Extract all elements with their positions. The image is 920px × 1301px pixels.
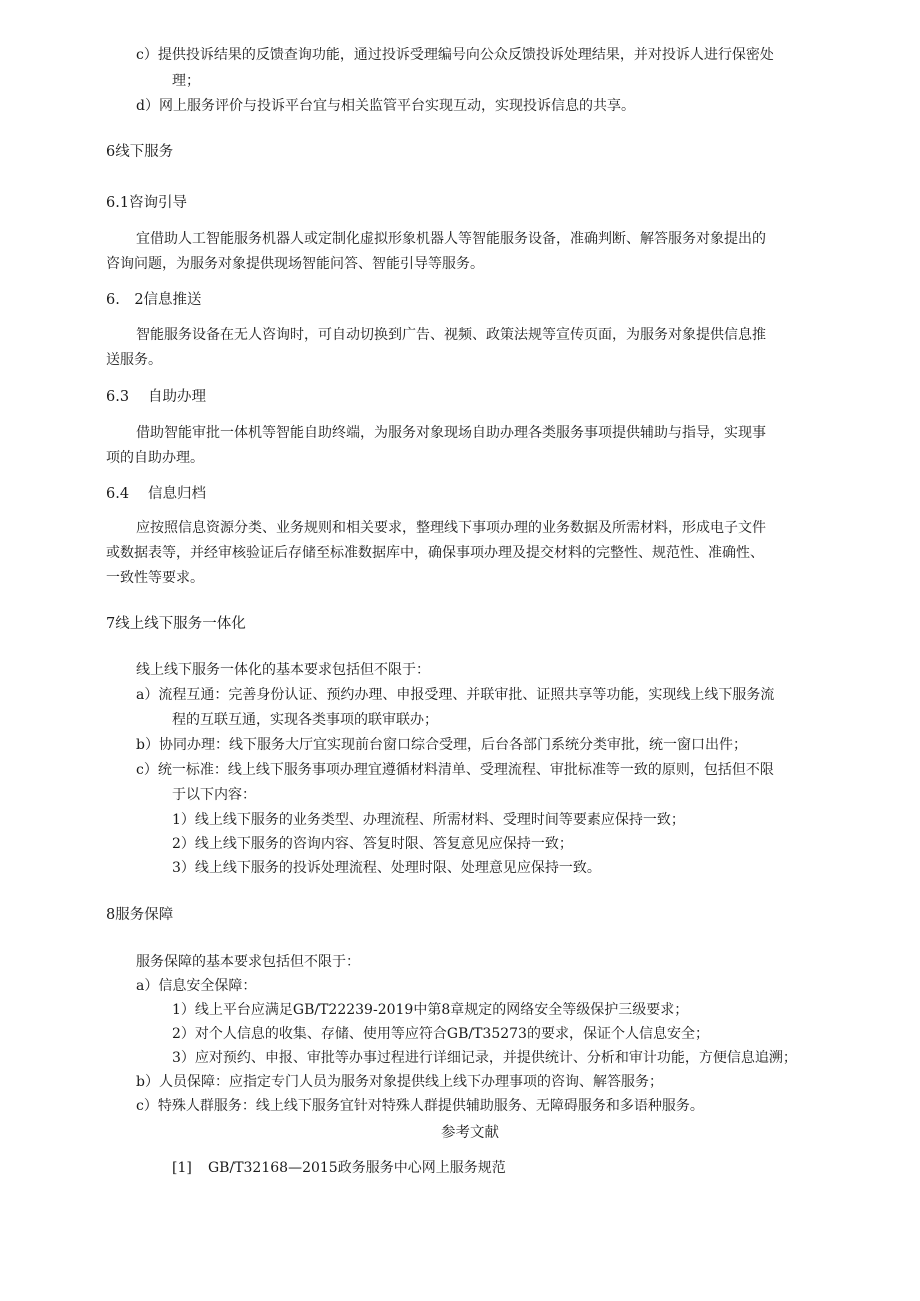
list-item-7-c: c）统一标准：线上线下服务事项办理宜遵循材料清单、受理流程、审批标准等一致的原则，包括但不限 [136, 762, 774, 778]
sub-item-7-c-2: 2）线上线下服务的咨询内容、答复时限、答复意见应保持一致； [172, 836, 573, 852]
paragraph-8-intro: 服务保障的基本要求包括但不限于： [136, 954, 360, 970]
subsection-heading-6-1: 6.1咨询引导 [106, 195, 188, 211]
paragraph-6-3: 借助智能审批一体机等智能自助终端，为服务对象现场自助办理各类服务事项提供辅助与指导，实现事 [136, 425, 766, 441]
list-item-8-a: a）信息安全保障： [136, 978, 257, 994]
paragraph-6-4: 应按照信息资源分类、业务规则和相关要求，整理线下事项办理的业务数据及所需材料，形成电子文件 [136, 520, 766, 536]
list-item-d: d）网上服务评价与投诉平台宜与相关监管平台实现互动，实现投诉信息的共享。 [136, 98, 635, 114]
subsection-number-6-4: 6.4 [106, 486, 130, 502]
list-item-c: c）提供投诉结果的反馈查询功能，通过投诉受理编号向公众反馈投诉处理结果，并对投诉人进行保密处 [136, 47, 774, 63]
paragraph-6-2: 智能服务设备在无人咨询时，可自动切换到广告、视频、政策法规等宣传页面，为服务对象提供信息推 [136, 327, 766, 343]
paragraph-6-4-cont2: 一致性等要求。 [106, 570, 204, 586]
list-item-7-b: b）协同办理：线下服务大厅宜实现前台窗口综合受理，后台各部门系统分类审批，统一窗口出件； [136, 737, 747, 753]
section-heading-7: 7线上线下服务一体化 [106, 616, 246, 632]
list-item-8-c: c）特殊人群服务：线上线下服务宜针对特殊人群提供辅助服务、无障碍服务和多语种服务。 [136, 1098, 704, 1114]
section-heading-6: 6线下服务 [106, 144, 174, 160]
sub-item-7-c-3: 3）线上线下服务的投诉处理流程、处理时限、处理意见应保持一致。 [172, 860, 601, 876]
reference-number: [1] [172, 1160, 192, 1176]
section-heading-8: 8服务保障 [106, 907, 174, 923]
subsection-heading-6-2: 6. 2信息推送 [106, 292, 202, 308]
paragraph-7-intro: 线上线下服务一体化的基本要求包括但不限于： [136, 662, 430, 678]
paragraph-6-3-cont: 项的自助办理。 [106, 450, 204, 466]
list-item-7-a-cont: 程的互联互通，实现各类事项的联审联办； [172, 712, 438, 728]
references-heading: 参考文献 [441, 1125, 499, 1141]
paragraph-6-4-cont1: 或数据表等，并经审核验证后存储至标准数据库中，确保事项办理及提交材料的完整性、规范性、准确性、 [106, 545, 764, 561]
paragraph-6-1-cont: 咨询问题，为服务对象提供现场智能问答、智能引导等服务。 [106, 256, 484, 272]
reference-text: GB/T32168—2015政务服务中心网上服务规范 [208, 1160, 506, 1176]
list-item-7-a: a）流程互通：完善身份认证、预约办理、申报受理、并联审批、证照共享等功能，实现线上线下服务流 [136, 687, 775, 703]
list-item-8-b: b）人员保障：应指定专门人员为服务对象提供线上线下办理事项的咨询、解答服务； [136, 1074, 663, 1090]
sub-item-8-a-2: 2）对个人信息的收集、存储、使用等应符合GB/T35273的要求，保证个人信息安全； [172, 1026, 709, 1042]
subsection-number-6-3: 6.3 [106, 389, 130, 405]
paragraph-6-1: 宜借助人工智能服务机器人或定制化虚拟形象机器人等智能服务设备，准确判断、解答服务对象提出的 [136, 231, 766, 247]
list-item-c-cont: 理； [172, 73, 200, 89]
subsection-heading-6-3: 自助办理 [148, 389, 206, 405]
paragraph-6-2-cont: 送服务。 [106, 352, 162, 368]
subsection-heading-6-4: 信息归档 [148, 486, 206, 502]
sub-item-7-c-1: 1）线上线下服务的业务类型、办理流程、所需材料、受理时间等要素应保持一致； [172, 812, 685, 828]
sub-item-8-a-1: 1）线上平台应满足GB/T22239-2019中第8章规定的网络安全等级保护三级要求； [172, 1002, 689, 1018]
list-item-7-c-cont: 于以下内容： [172, 787, 256, 803]
sub-item-8-a-3: 3）应对预约、申报、审批等办事过程进行详细记录，并提供统计、分析和审计功能，方便信息追溯； [172, 1050, 797, 1066]
